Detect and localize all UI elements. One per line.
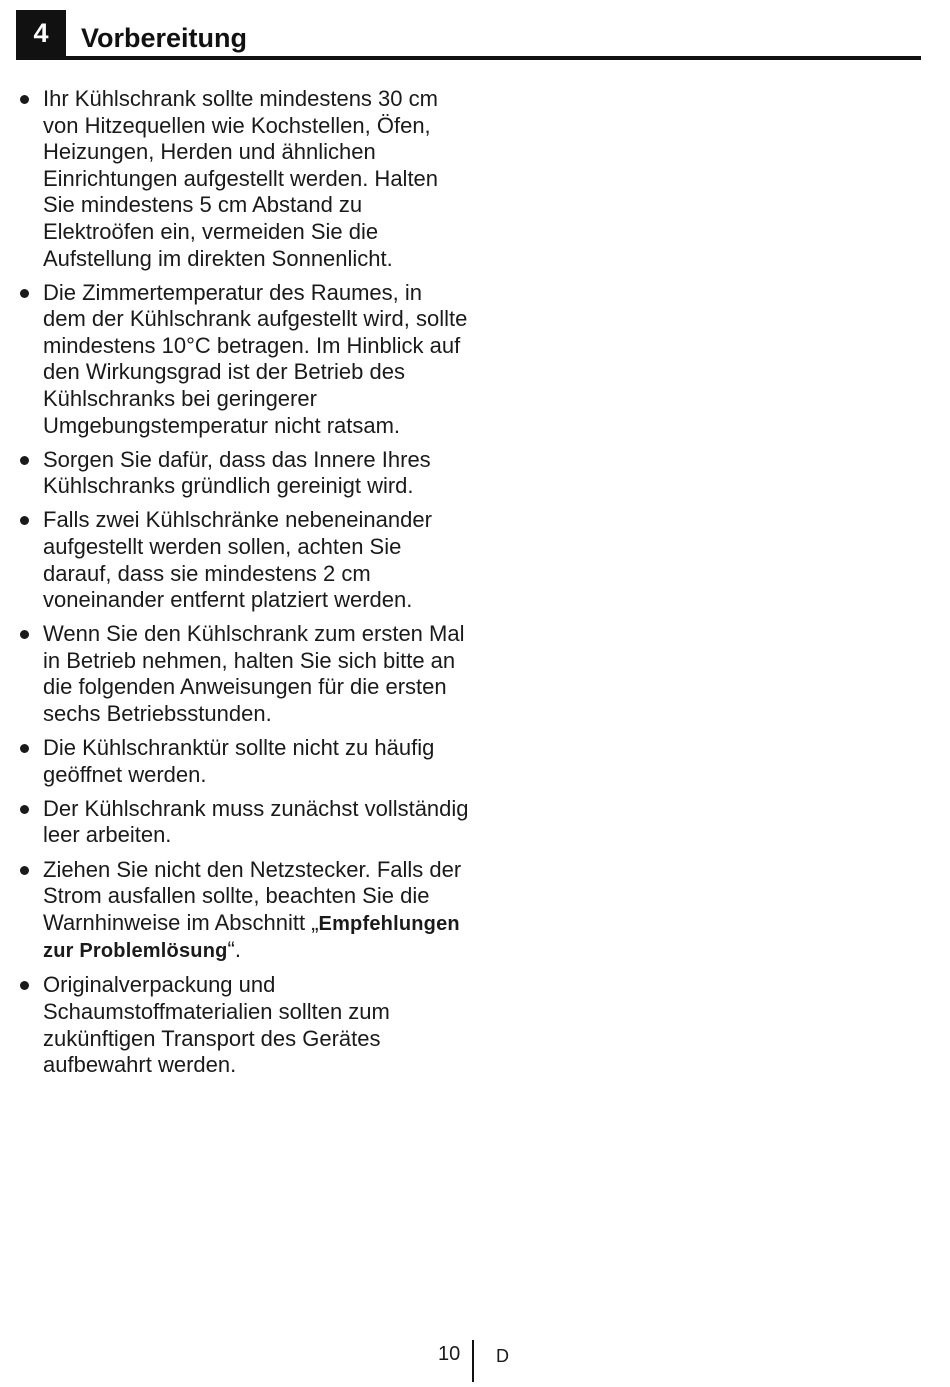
list-item: [0, 796, 470, 849]
list-item: [0, 857, 470, 965]
page-footer: [0, 1340, 950, 1384]
list-item: [0, 621, 470, 727]
page-number: 10: [438, 1343, 461, 1365]
section-header: [16, 10, 921, 60]
list-item-text: [43, 857, 470, 965]
section-reference: Empfehlungen zur Problemlösung: [43, 912, 460, 963]
list-item-sentence: Ziehen Sie nicht den Netzstecker. Falls der Strom ausfallen sollte, beachten Sie die Warnhinweise im Abschnitt: [43, 856, 462, 935]
bullet-icon: [20, 95, 29, 104]
chapter-number-badge: 4: [16, 10, 66, 57]
list-item: [0, 972, 470, 1078]
footer-divider: [472, 1340, 474, 1382]
bullet-icon: [20, 981, 29, 990]
reference-open-quote: „: [311, 909, 319, 935]
bullet-icon: [20, 805, 29, 814]
list-item-text: Sorgen Sie dafür, dass das Innere Ihres Kühlschranks gründlich gereinigt wird.: [43, 446, 431, 499]
bullet-icon: [20, 516, 29, 525]
list-item: [0, 86, 470, 272]
list-item-text: Ihr Kühlschrank sollte mindestens 30 cm von Hitzequellen wie Kochstellen, Öfen, Heizungen, Herden und ähnlichen Einrichtungen aufgestellt werden. Halten Sie mindestens 5 cm Abstand zu Elektroöfen ein, vermeiden Sie die Aufstellung im direkten Sonnenlicht.: [43, 86, 439, 271]
language-code: D: [496, 1346, 509, 1366]
bullet-icon: [20, 744, 29, 753]
list-item-text: Originalverpackung und Schaumstoffmaterialien sollten zum zukünftigen Transport des Gerätes aufbewahrt werden.: [43, 972, 390, 1078]
list-item-text: Die Kühlschranktür sollte nicht zu häufig geöffnet werden.: [43, 735, 435, 787]
bullet-icon: [20, 866, 29, 875]
list-item: [0, 280, 470, 440]
bullet-icon: [20, 289, 29, 298]
list-item-text: Wenn Sie den Kühlschrank zum ersten Mal in Betrieb nehmen, halten Sie sich bitte an die folgenden Anweisungen für die ersten sechs Betriebsstunden.: [43, 621, 465, 727]
bullet-icon: [20, 630, 29, 639]
bullet-icon: [20, 456, 29, 465]
list-item-text: Der Kühlschrank muss zunächst vollständig leer arbeiten.: [43, 795, 469, 848]
list-item: [0, 447, 470, 500]
list-item: [0, 735, 470, 788]
preparation-list: [0, 86, 470, 1086]
list-item: [0, 507, 470, 613]
page-title: Vorbereitung: [81, 23, 248, 53]
reference-close-quote: “.: [227, 937, 241, 963]
list-item-text: Falls zwei Kühlschränke nebeneinander aufgestellt werden sollen, achten Sie darauf, dass sie mindestens 2 cm voneinander entfernt platziert werden.: [43, 507, 432, 613]
list-item-text: Die Zimmertemperatur des Raumes, in dem der Kühlschrank aufgestellt wird, sollte mindestens 10°C betragen. Im Hinblick auf den Wirkungsgrad ist der Betrieb des Kühlschranks bei geringerer Umgebungstemperatur nicht ratsam.: [43, 279, 468, 438]
